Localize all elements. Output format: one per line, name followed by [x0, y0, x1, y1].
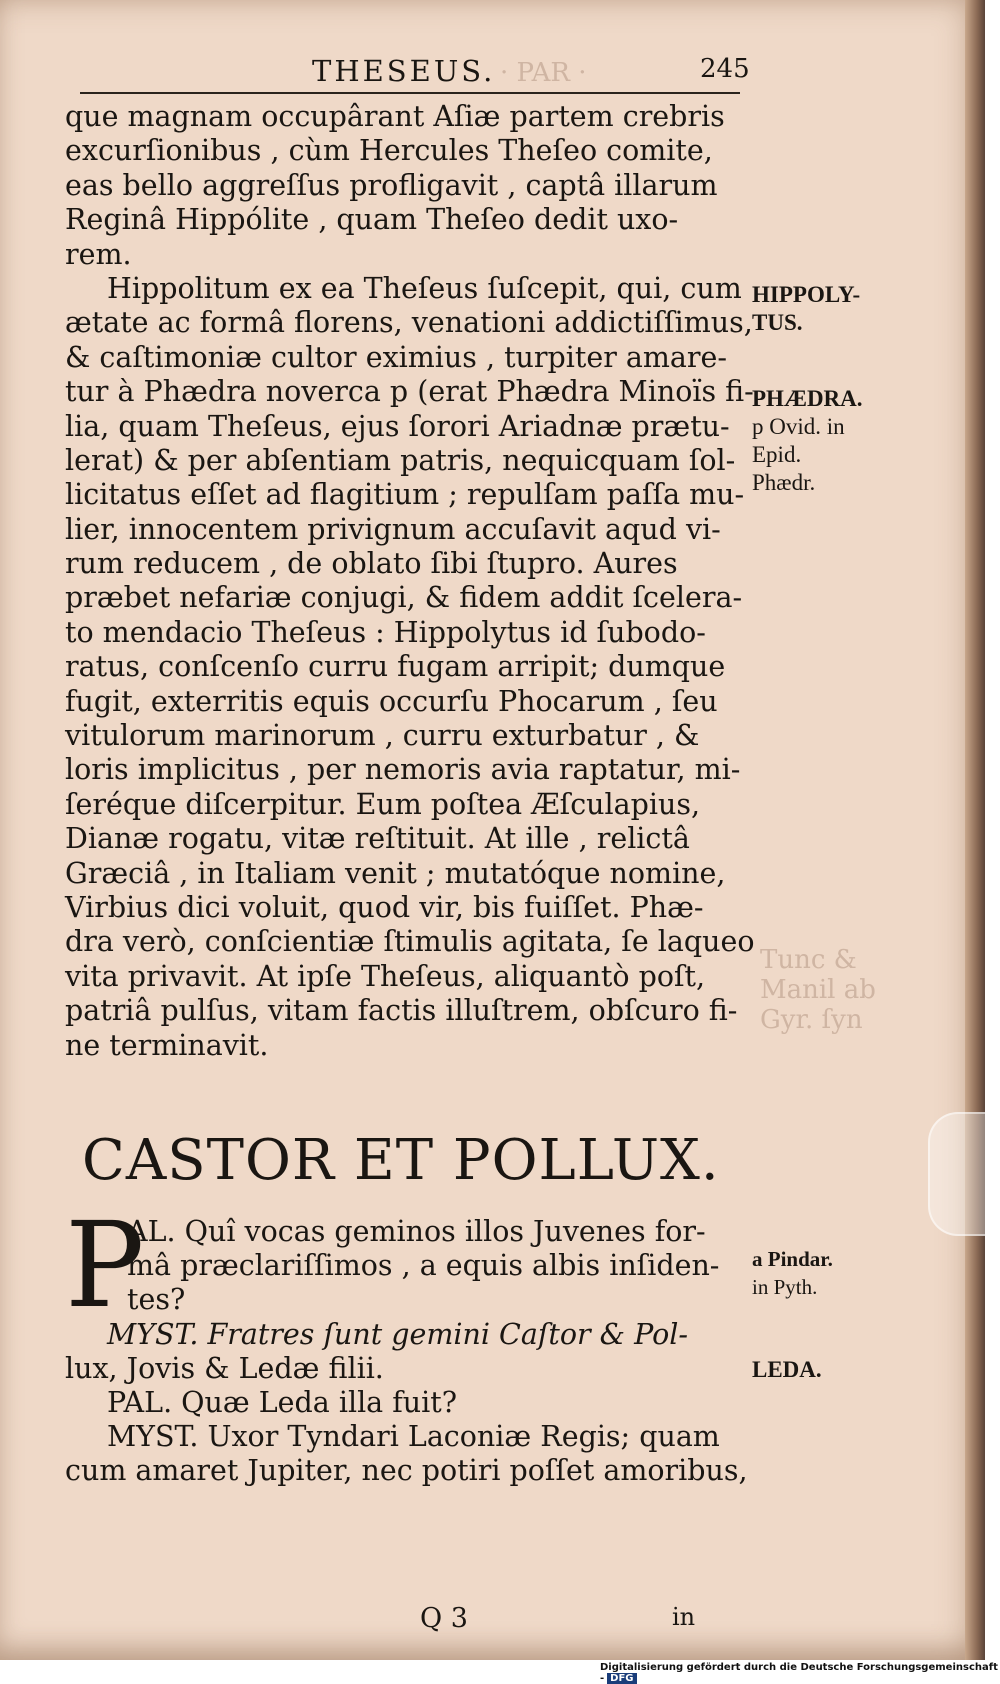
text-line: ætate ac formâ florens, venationi addictiſſimus, — [65, 306, 753, 340]
text-line: Græciâ , in Italiam venit ; mutatóque nomine, — [65, 856, 726, 890]
drop-cap: P — [65, 1196, 145, 1334]
page-edge — [965, 0, 985, 1660]
show-through-text: Gyr. ſyn — [760, 1005, 863, 1035]
margin-note-phaedra — [752, 385, 863, 497]
text-line: dra verò, conſcientiæ ſtimulis agitata, ſe laqueo — [65, 925, 755, 959]
text-line: fugit, exterritis equis occurſu Phocarum , ſeu — [65, 684, 718, 718]
text-line: cum amaret Jupiter, nec potiri poſſet amoribus, — [65, 1454, 748, 1488]
text-line: lerat) & per abſentiam patris, nequicquam ſol- — [65, 443, 736, 477]
text-line: & caſtimoniæ cultor eximius , turpiter amare- — [65, 340, 727, 374]
text-line: tur à Phædra noverca p (erat Phædra Minoïs fi- — [65, 375, 754, 409]
text-line: loris implicitus , per nemoris avia raptatur, mi- — [65, 753, 741, 787]
dfg-logo: DFG — [607, 1673, 636, 1684]
margin-note-line: a Pindar. — [752, 1247, 833, 1271]
signature-mark: Q 3 — [420, 1603, 468, 1634]
text-line: Reginâ Hippólite , quam Theſeo dedit uxo- — [65, 203, 679, 237]
show-through-text: · PAR · — [500, 58, 587, 88]
text-line: ſeréque diſcerpitur. Eum poſtea Æſculapius, — [65, 787, 701, 821]
text-line: ne terminavit. — [65, 1028, 269, 1062]
running-header — [80, 54, 750, 94]
text-line: MYST. Uxor Tyndari Laconiæ Regis; quam — [107, 1420, 720, 1454]
text-line: lia, quam Theſeus, ejus ſorori Ariadnæ prætu- — [65, 409, 730, 443]
section-castor-pollux-text — [65, 1196, 748, 1489]
text-line: Dianæ rogatu, vitæ reſtituit. At ille , relictâ — [65, 822, 690, 856]
catchword: in — [672, 1603, 696, 1631]
running-title: THESEUS. — [312, 54, 496, 88]
margin-note-line: Epid. — [752, 442, 802, 467]
margin-note-pindar — [752, 1245, 833, 1301]
text-line: præbet nefariæ conjugi, & fidem addit ſcelera- — [65, 581, 743, 615]
text-line: eas bello aggreſſus profligavit , captâ illarum — [65, 168, 718, 202]
text-line: rem. — [65, 237, 132, 271]
margin-note-hippolytus — [752, 281, 860, 337]
digitization-footer — [600, 1662, 1000, 1684]
text-line: mâ præclariſſimos , a equis albis inſiden- — [127, 1249, 720, 1283]
margin-note-line: p Ovid. in — [752, 414, 845, 439]
margin-note-line: PHÆDRA. — [752, 386, 863, 411]
margin-note-line: HIPPOLY- — [752, 282, 861, 307]
show-through-text: Manil ab — [760, 975, 876, 1005]
margin-note-leda — [752, 1356, 822, 1384]
text-line: to mendacio Theſeus : Hippolytus id ſubodo- — [65, 615, 706, 649]
text-line: tes? — [127, 1283, 186, 1317]
text-line: licitatus eſſet ad flagitium ; repulſam paſſa mu- — [65, 478, 745, 512]
text-line: Hippolitum ex ea Theſeus ſuſcepit, qui, cum — [107, 271, 742, 305]
text-line: AL. Quî vocas geminos illos Juvenes for- — [127, 1215, 706, 1248]
text-line: lux, Jovis & Ledæ filii. — [65, 1351, 384, 1385]
text-line: Virbius dici voluit, quod vir, bis fuiſſet. Phæ- — [65, 890, 704, 924]
text-line: ratus, conſcenſo curru fugam arripit; dumque — [65, 650, 726, 684]
margin-note-line: in Pyth. — [752, 1275, 818, 1299]
show-through-text: Tunc & — [760, 945, 857, 975]
text-line: vita privavit. At ipſe Theſeus, aliquantò poſt, — [65, 959, 706, 993]
text-line: que magnam occupârant Aſiæ partem crebris — [65, 100, 725, 133]
section-heading-castor-pollux: CASTOR ET POLLUX. — [82, 1128, 720, 1193]
text-line: PAL. Quæ Leda illa fuit? — [107, 1385, 457, 1419]
margin-note-line: TUS. — [752, 310, 803, 335]
text-line: excurſionibus , cùm Hercules Theſeo comite, — [65, 134, 713, 168]
header-rule — [80, 92, 740, 94]
text-line: MYST. Fratres ſunt gemini Caſtor & Pol- — [107, 1317, 689, 1351]
text-line: lier, innocentem privignum accuſavit aqud vi- — [65, 512, 721, 546]
margin-note-line: LEDA. — [752, 1357, 822, 1382]
page-number: 245 — [700, 54, 750, 84]
margin-note-line: Phædr. — [752, 470, 816, 495]
text-line: rum reducem , de oblato ſibi ſtupro. Aures — [65, 547, 678, 581]
section-theseus-text — [65, 100, 755, 1063]
text-line: patriâ pulſus, vitam factis illuſtrem, obſcuro fi- — [65, 994, 738, 1028]
text-line: vitulorum marinorum , curru exturbatur , & — [65, 719, 700, 753]
footer-text: Digitalisierung gefördert durch die Deutsche Forschungsgemeinschaft - — [600, 1662, 998, 1684]
page-clip — [928, 1112, 1000, 1236]
